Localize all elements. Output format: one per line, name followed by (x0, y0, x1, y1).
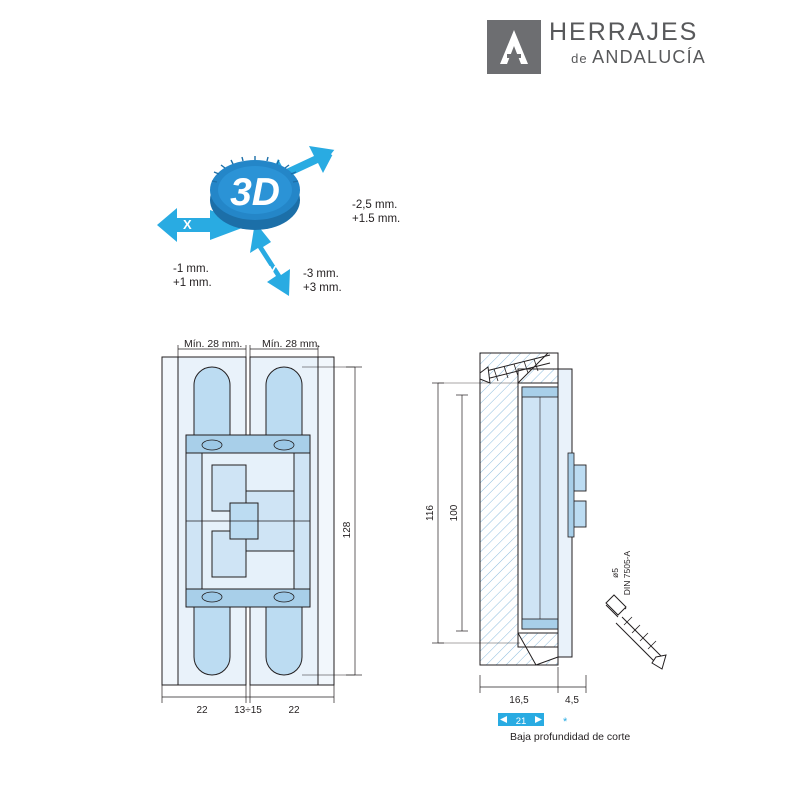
z-range-note (352, 198, 400, 226)
x-range-line-2: +1 mm. (173, 277, 212, 289)
logo-line-2 (549, 46, 706, 70)
front-view-svg (150, 335, 390, 725)
dim-21: 21 (515, 716, 527, 727)
min-left-note: Mín. 28 mm. (184, 338, 243, 350)
screw-diameter-label: ø5 (610, 568, 620, 578)
x-range-line-1: -1 mm. (173, 263, 209, 275)
logo-mark-icon (487, 20, 541, 74)
cut-depth-caption: Baja profundidad de corte (510, 731, 631, 743)
screw-norm-label: DIN 7505-A (622, 550, 632, 596)
z-range-line-2: +1.5 mm. (352, 213, 401, 225)
brand-logo (487, 18, 707, 80)
screw-bottom-icon (606, 595, 666, 669)
front-width-gap-dim: 13÷15 (234, 705, 262, 716)
z-range-line-1: -2,5 mm. (352, 199, 398, 211)
logo-line-2-main: ANDALUCÍA (592, 47, 706, 67)
y-range-line-2: +3 mm. (303, 282, 342, 294)
asterisk-mark: * (563, 716, 568, 728)
min-right-note: Mín. 28 mm. (262, 338, 321, 350)
axis-y-arrow-icon (250, 222, 290, 296)
axis-x-label: X (183, 217, 192, 232)
axis-y-label: Y (268, 263, 277, 278)
axis-z-label: Z (331, 143, 339, 158)
front-width-right-dim: 22 (288, 705, 300, 716)
three-d-badge-label: 3D (230, 171, 280, 214)
front-height-dim: 128 (342, 521, 353, 539)
y-range-line-1: -3 mm. (303, 268, 339, 280)
front-width-left-dim: 22 (196, 705, 208, 716)
x-range-note (173, 262, 212, 290)
side-view-svg (400, 335, 780, 755)
dim-116: 116 (425, 505, 436, 521)
dim-16-5: 16,5 (509, 695, 529, 706)
y-range-note (303, 267, 342, 295)
dim-100: 100 (449, 504, 460, 522)
dim-4-5: 4,5 (565, 695, 579, 706)
three-d-adjustment-graphic (155, 130, 415, 320)
front-view-drawing (150, 335, 390, 725)
logo-line-2-prefix: de (571, 51, 593, 66)
logo-line-1: HERRAJES (549, 18, 699, 46)
side-section-drawing (400, 335, 780, 755)
